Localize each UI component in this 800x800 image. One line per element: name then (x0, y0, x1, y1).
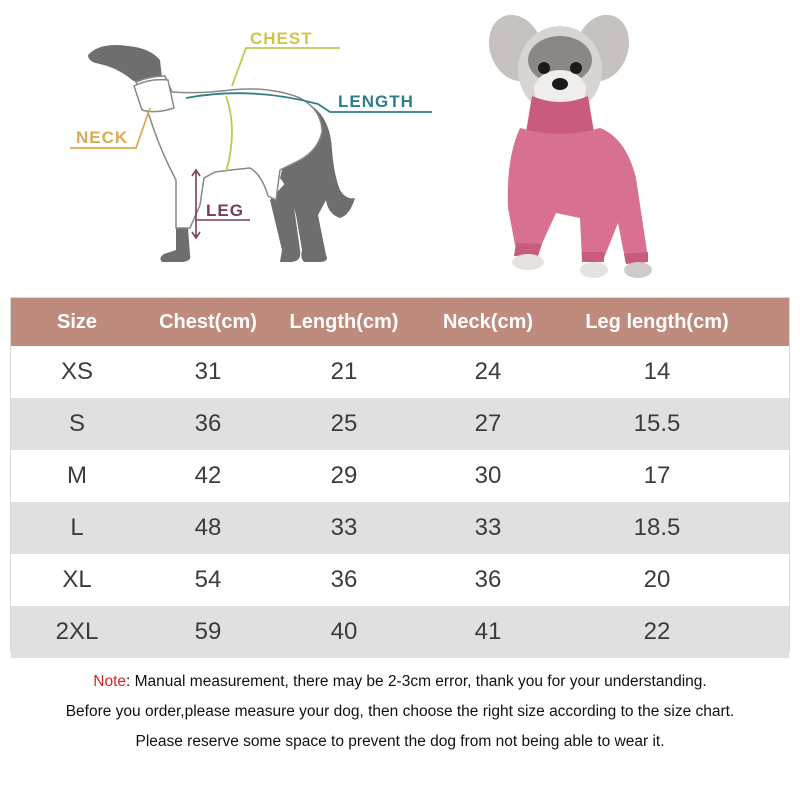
cell-leg-length: 18.5 (633, 514, 681, 541)
cell-length: 29 (330, 462, 358, 489)
table-row (11, 554, 789, 606)
table-header-row (11, 298, 789, 346)
product-photo (476, 8, 696, 284)
table-row (11, 398, 789, 450)
header-chest: Chest(cm) (159, 310, 257, 333)
cell-chest: 48 (194, 514, 222, 541)
table-row (11, 606, 789, 658)
cell-leg-length: 22 (643, 618, 671, 645)
cell-size: L (70, 514, 84, 541)
note-line-2: Before you order,please measure your dog, then choose the right size according to the size chart. (65, 703, 735, 720)
cell-size: M (67, 462, 87, 489)
dog-in-pink-jumpsuit-image (476, 8, 696, 284)
leg-label: LEG (206, 201, 244, 220)
cell-leg-length: 20 (643, 566, 671, 593)
cell-chest: 36 (194, 410, 222, 437)
cell-neck: 36 (474, 566, 502, 593)
note-text: : Manual measurement, there may be 2-3cm error, thank you for your understanding. (126, 673, 707, 690)
cell-chest: 54 (194, 566, 222, 593)
cell-length: 21 (330, 358, 358, 385)
chest-label: CHEST (250, 29, 313, 48)
cell-length: 40 (330, 618, 358, 645)
cell-length: 25 (330, 410, 358, 437)
chest-leader (232, 48, 340, 86)
cell-chest: 31 (194, 358, 222, 385)
header-neck: Neck(cm) (442, 310, 534, 333)
header-leg-length: Leg length(cm) (585, 310, 729, 333)
size-chart-table (10, 297, 790, 652)
header-length: Length(cm) (289, 310, 399, 333)
note-label: Note (93, 673, 127, 690)
cell-size: 2XL (55, 618, 99, 645)
cell-size: XL (62, 566, 92, 593)
cell-neck: 30 (474, 462, 502, 489)
cell-neck: 24 (474, 358, 502, 385)
cell-length: 33 (330, 514, 358, 541)
note-line-1 (0, 672, 800, 692)
cell-length: 36 (330, 566, 358, 593)
length-label: LENGTH (338, 92, 414, 111)
table-row (11, 502, 789, 554)
cell-leg-length: 15.5 (633, 410, 681, 437)
turtleneck-collar (134, 80, 174, 112)
cell-neck: 27 (474, 410, 502, 437)
cell-leg-length: 14 (643, 358, 671, 385)
notes-section (0, 672, 800, 762)
cell-size: S (68, 410, 85, 437)
cell-neck: 41 (474, 618, 502, 645)
cell-leg-length: 17 (643, 462, 671, 489)
cell-chest: 59 (194, 618, 222, 645)
measurement-diagram (0, 0, 460, 290)
neck-label: NECK (76, 128, 129, 147)
note-line-3: Please reserve some space to prevent the dog from not being able to wear it. (135, 733, 665, 750)
dog-measurement-illustration (0, 0, 460, 290)
table-row (11, 346, 789, 398)
cell-size: XS (60, 358, 93, 385)
table-row (11, 450, 789, 502)
cell-chest: 42 (194, 462, 222, 489)
cell-neck: 33 (474, 514, 502, 541)
header-size: Size (56, 310, 98, 333)
